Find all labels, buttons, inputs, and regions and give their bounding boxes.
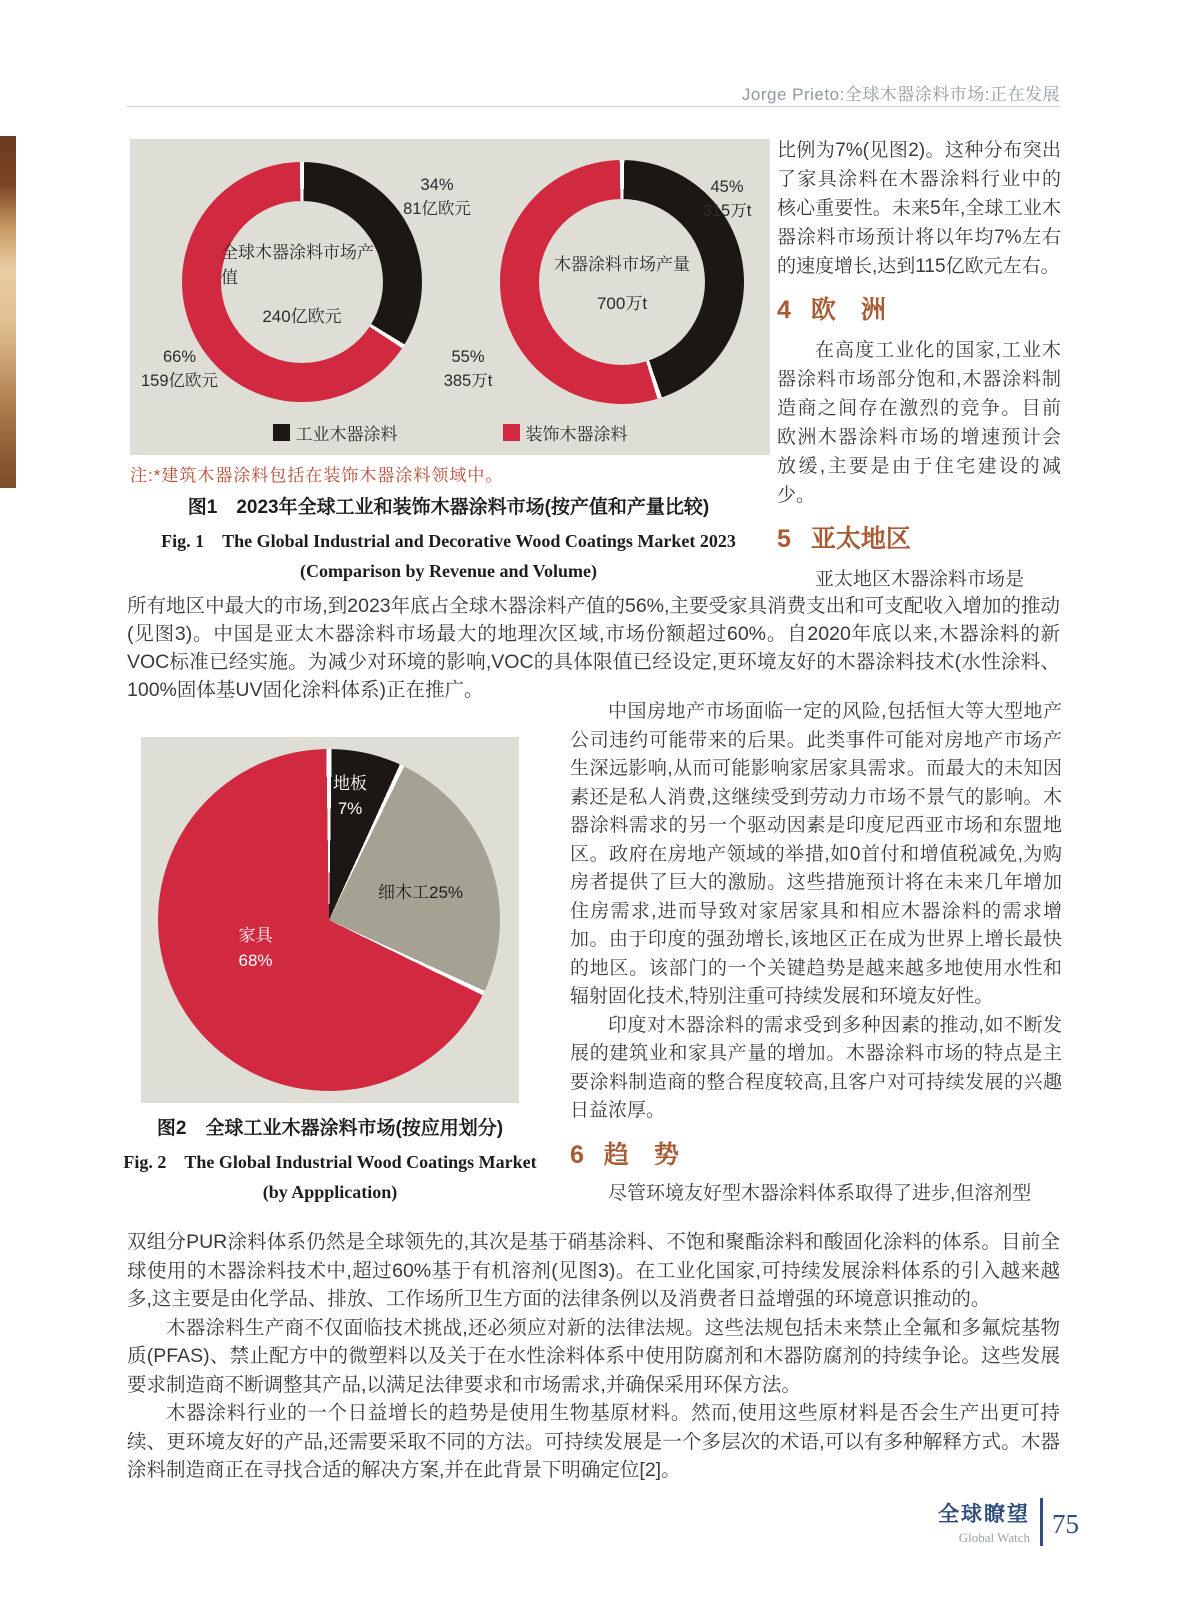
paragraph: 木器涂料生产商不仅面临技术挑战,还必须应对新的法律法规。这些法规包括未来禁止全氟和多氟烷基物质(PFAS)、禁止配方中的微塑料以及关于在水性涂料体系中使用防腐剂和木器防腐剂的持续争论。这些发展要求制造商不断调整其产品,以满足法律要求和市场需求,并确保采用环保方法。 <box>127 1316 1060 1396</box>
section-title: 趋 势 <box>603 1140 679 1169</box>
paragraph: 在高度工业化的国家,工业木器涂料市场部分饱和,木器涂料制造商之间存在激烈的竞争。目前欧洲木器涂料市场的增速预计会放缓,主要是由于住宅建设的减少。 <box>777 340 1061 506</box>
pie-label-pct: 7% <box>337 799 363 818</box>
slice-pct: 34% <box>420 176 454 194</box>
pie-label-floor <box>305 771 395 821</box>
paragraph: 比例为7%(见图2)。这种分布突出了家具涂料在木器涂料行业中的核心重要性。未来5年,全球工业木器涂料市场预计将以年均7%左右的速度增长,达到115亿欧元左右。 <box>777 140 1061 277</box>
paragraph: 双组分PUR涂料体系仍然是全球领先的,其次是基于硝基涂料、不饱和聚酯涂料和酸固化涂料的体系。目前全球使用的木器涂料技术中,超过60%基于有机溶剂(见图3)。在工业化国家,可持续发展涂料体系的引入越来越多,这主要是由化学品、排放、工作场所卫生方面的法律条例以及消费者日益增强的环境意识推动的。 <box>127 1231 1060 1310</box>
legend-swatch-black <box>273 424 290 441</box>
wood-photo-strip <box>0 136 16 488</box>
section-title: 亚太地区 <box>810 525 911 553</box>
slice-label-decorative-revenue <box>132 345 227 393</box>
slice-value: 81亿欧元 <box>403 200 471 218</box>
page-footer <box>938 1498 1079 1546</box>
fullwidth-bottom <box>127 1228 1060 1485</box>
right-column-middle <box>570 698 1062 1209</box>
paragraph: 尽管环境友好型木器涂料体系取得了进步,但溶剂型 <box>608 1183 1032 1204</box>
paragraph: 木器涂料行业的一个日益增长的趋势是使用生物基原材料。然而,使用这些原材料是否会生产出更可持续、更环境友好的产品,还需要采取不同的方法。可持续发展是一个多层次的术语,可以有多种解释方式。木器涂料制造商正在寻找合适的解决方案,并在此背景下明确定位[2]。 <box>127 1402 1060 1481</box>
figure2-caption-en1: Fig. 2 The Global Industrial Wood Coatings Market <box>123 1152 537 1172</box>
legend-label: 工业木器涂料 <box>295 425 398 444</box>
figure1-caption-en1: Fig. 1 The Global Industrial and Decorative Wood Coatings Market 2023 <box>161 531 736 551</box>
section-number: 5 <box>777 525 791 553</box>
section-number: 4 <box>777 296 791 324</box>
section-heading-4-europe <box>777 296 1061 325</box>
pie-label-text: 地板 <box>333 774 367 793</box>
journal-name-cn: 全球瞭望 <box>938 1503 1030 1526</box>
legend-item-decorative <box>503 420 628 445</box>
right-column-top <box>777 136 1061 594</box>
legend-label: 装饰木器涂料 <box>525 425 628 444</box>
section-heading-5-asia-pacific <box>777 525 1061 554</box>
section-heading-6-trends <box>570 1141 1062 1170</box>
figure2-caption-en2: (by Appplication) <box>262 1182 398 1202</box>
section-title: 欧 洲 <box>810 296 886 324</box>
journal-name-block <box>938 1498 1030 1546</box>
slice-value: 159亿欧元 <box>140 372 219 390</box>
figure2-caption <box>110 1113 550 1203</box>
legend-item-industrial <box>273 420 398 445</box>
figure2-chart-area <box>141 737 519 1103</box>
section-number: 6 <box>570 1140 584 1169</box>
donut-volume-center-line1: 木器涂料市场产量 <box>554 255 690 274</box>
page-number: 75 <box>1052 1508 1079 1539</box>
figure1-caption-en2: (Comparison by Revenue and Volume) <box>299 561 598 581</box>
slice-pct: 66% <box>162 348 197 366</box>
figure2-caption-cn: 图2 全球工业木器涂料市场(按应用划分) <box>156 1118 504 1139</box>
donut-revenue-center-line2: 240亿欧元 <box>262 306 342 326</box>
pie-label-pct: 68% <box>238 951 273 970</box>
paragraph: 中国房地产市场面临一定的风险,包括恒大等大型地产公司违约可能带来的后果。此类事件可能对房地产市场产生深远影响,从而可能影响家居家具需求。而最大的未知因素还是私人消费,这继续受到劳动力市场不景气的影响。木器涂料需求的另一个驱动因素是印度尼西亚市场和东盟地区。政府在房地产领域的举措,如0首付和增值税减免,为购房者提供了巨大的激励。这些措施预计将在未来几年增加住房需求,进而导致对家居家具和相应木器涂料的需求增加。由于印度的强劲增长,该地区正在成为世界上增长最快的地区。该部门的一个关键趋势是越来越多地使用水性和辐射固化技术,特别注重可持续发展和环境友好性。 <box>570 701 1062 1007</box>
pie-label-joinery: 细木工25% <box>377 883 464 902</box>
paragraph: 印度对木器涂料的需求受到多种因素的推动,如不断发展的建筑业和家具产量的增加。木器涂料市场的特点是主要涂料制造商的整合程度较高,且客户对可持续发展的兴趣日益浓厚。 <box>570 1014 1062 1121</box>
slice-pct: 55% <box>451 348 485 366</box>
slice-value: 385万t <box>443 372 493 390</box>
figure1-chart-area <box>130 139 770 455</box>
slice-label-industrial-volume <box>672 175 782 223</box>
paragraph: 亚太地区木器涂料市场是 <box>815 569 1025 590</box>
header-rule <box>127 106 1060 107</box>
slice-label-industrial-revenue <box>372 173 502 221</box>
figure1-note: 注:*建筑木器涂料包括在装饰木器涂料领域中。 <box>130 466 504 485</box>
donut-revenue-center <box>221 201 383 363</box>
donut-volume-center <box>539 199 705 365</box>
donut-revenue-center-line1: 全球木器涂料市场产值 <box>221 242 374 287</box>
fullwidth-paragraph-asia: 所有地区中最大的市场,到2023年底占全球木器涂料产值的56%,主要受家具消费支出和可支配收入增加的推动(见图3)。中国是亚太木器涂料市场最大的地理次区域,市场份额超过60%。自2020年底以来,木器涂料的新VOC标准已经实施。为减少对环境的影响,VOC的具体限值已经设定,更环境友好的木器涂料技术(水性涂料、100%固体基UV固化涂料体系)正在推广。 <box>127 595 1060 701</box>
footer-divider <box>1040 1498 1043 1546</box>
figure1-legend <box>130 420 770 445</box>
slice-label-decorative-volume <box>418 345 518 393</box>
pie-label-furniture <box>203 923 308 973</box>
slice-value: 315万t <box>702 202 752 220</box>
slice-pct: 45% <box>710 178 744 196</box>
donut-volume-center-line2: 700万t <box>596 294 648 313</box>
figure1-caption <box>127 492 770 582</box>
running-header: Jorge Prieto:全球木器涂料市场:正在发展 <box>741 85 1060 104</box>
journal-name-en: Global Watch <box>958 1530 1030 1545</box>
figure1-caption-cn: 图1 2023年全球工业和装饰木器涂料市场(按产值和产量比较) <box>187 497 710 518</box>
pie-label-text: 家具 <box>238 926 273 945</box>
legend-swatch-red <box>503 424 520 441</box>
